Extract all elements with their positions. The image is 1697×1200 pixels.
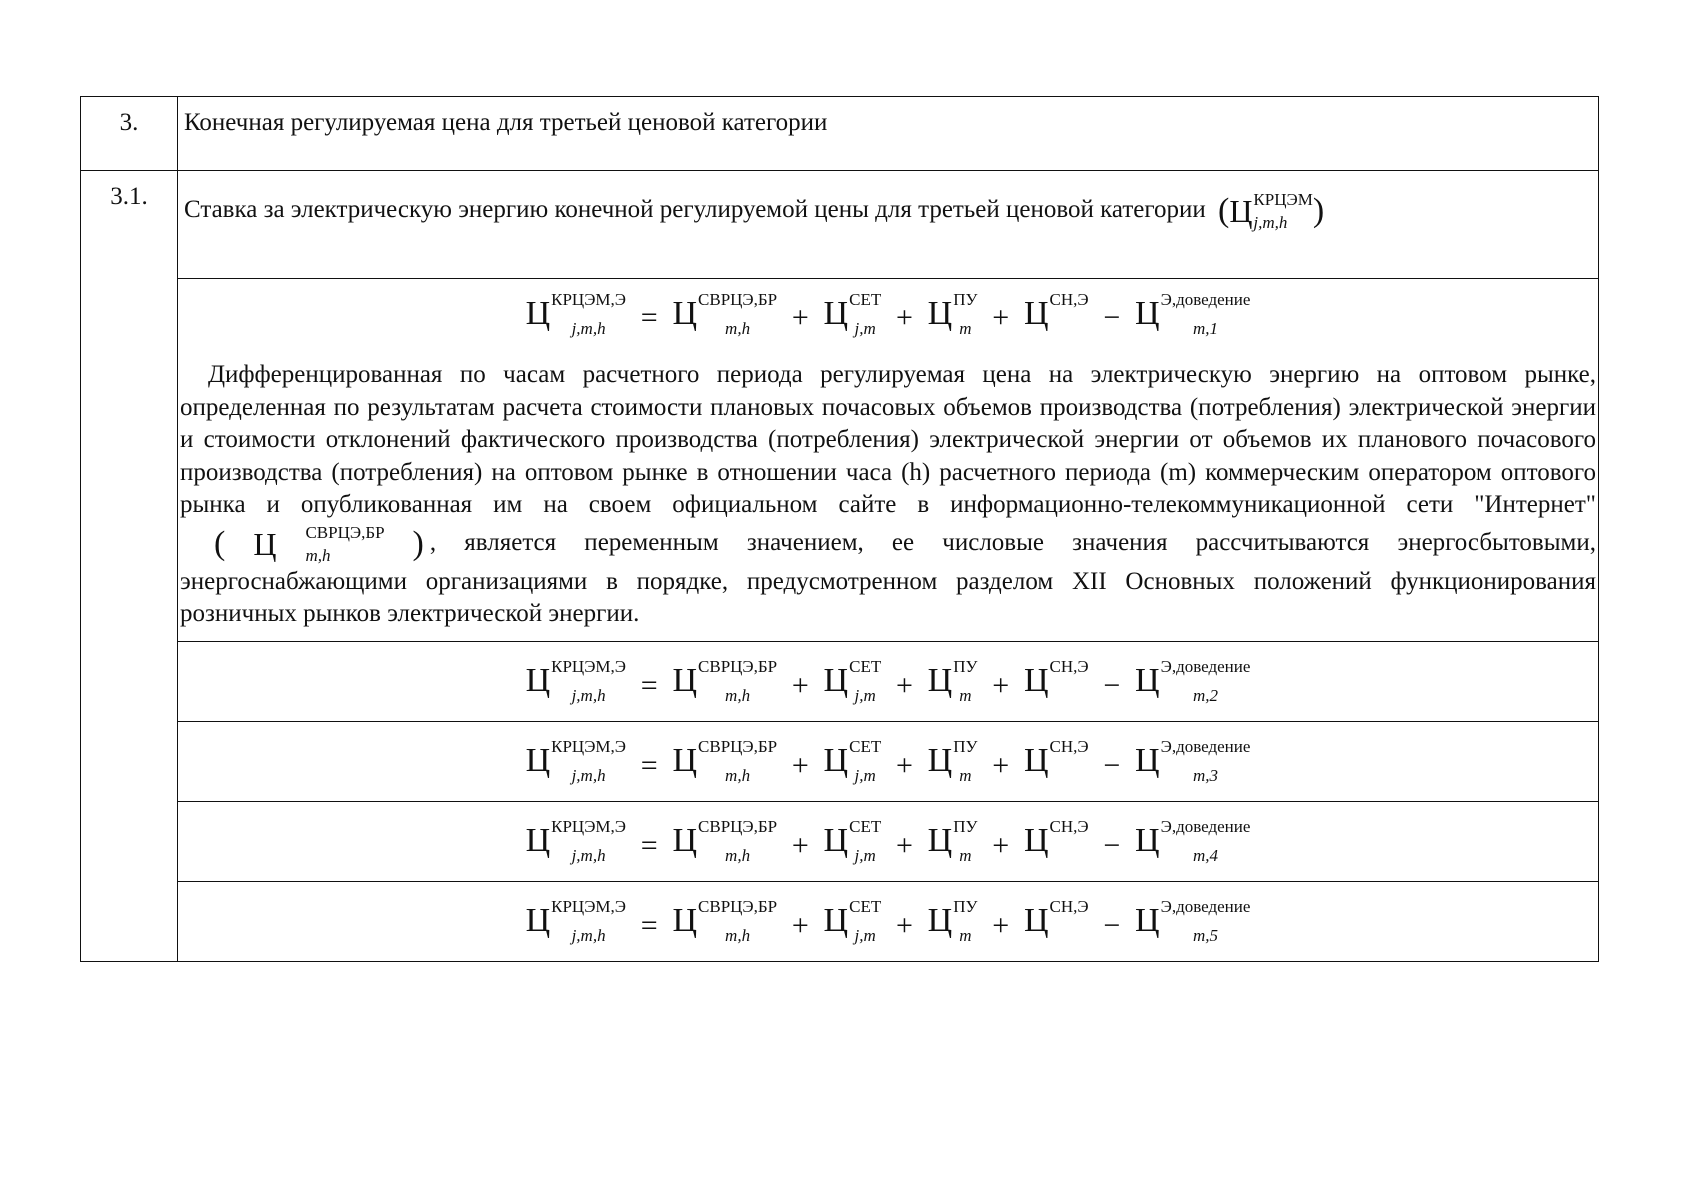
subsection-row: [81, 171, 1599, 279]
formula-3-index: m,3: [1192, 766, 1219, 786]
title-symbol-base: Ц: [1229, 193, 1253, 230]
formula-3: Ц КРЦЭМ,Э j,m,h = Ц СВРЦЭ,БР m,h + Ц СЕТ j,m + Ц ПУ m + Ц СН,Э − Ц Э,доведение m,3: [525, 737, 1251, 786]
formula-cell-2: [178, 641, 1599, 721]
formula-4: Ц КРЦЭМ,Э j,m,h = Ц СВРЦЭ,БР m,h + Ц СЕТ j,m + Ц ПУ m + Ц СН,Э − Ц Э,доведение m,4: [525, 817, 1251, 866]
formula-row-1: [81, 279, 1599, 642]
formula-5-index: m,5: [1192, 926, 1219, 946]
formula-row-3: [81, 721, 1599, 801]
formula-cell-4: [178, 801, 1599, 881]
title-symbol: ( Ц КРЦЭМ j,m,h ): [1217, 190, 1325, 233]
title-symbol-sub: j,m,h: [1253, 213, 1288, 233]
formula-2-index: m,2: [1192, 686, 1219, 706]
section-row: [81, 97, 1599, 171]
paragraph-symbol: ( Ц СВРЦЭ,БР m,h ): [214, 522, 424, 565]
formula-cell-5: [178, 881, 1599, 961]
formula-row-2: [81, 641, 1599, 721]
formula-4-index: m,4: [1192, 846, 1219, 866]
section-title: Конечная регулируемая цена для третьей ценовой категории: [178, 97, 1599, 171]
formula-cell-1: [178, 279, 1599, 642]
formula-1: Ц КРЦЭМ,Э j,m,h = Ц СВРЦЭ,БР m,h + Ц СЕТ j,m + Ц ПУ m + Ц СН,Э − Ц Э,доведение m,1: [525, 290, 1251, 338]
section-number: 3.: [81, 97, 178, 171]
formula-5: Ц КРЦЭМ,Э j,m,h = Ц СВРЦЭ,БР m,h + Ц СЕТ j,m + Ц ПУ m + Ц СН,Э − Ц Э,доведение m,5: [525, 897, 1251, 946]
subsection-title: Ставка за электрическую энергию конечной регулируемой цены для третьей ценовой категории: [184, 195, 1206, 223]
formula-1-index: m,1: [1192, 319, 1219, 338]
subsection-number: 3.1.: [81, 171, 178, 962]
price-table: [80, 96, 1599, 962]
formula-row-5: [81, 881, 1599, 961]
formula-2: Ц КРЦЭМ,Э j,m,h = Ц СВРЦЭ,БР m,h + Ц СЕТ j,m + Ц ПУ m + Ц СН,Э − Ц Э,доведение m,2: [525, 657, 1251, 706]
subsection-title-cell: [178, 171, 1599, 279]
definition-paragraph: Дифференцированная по часам расчетного периода регулируемая цена на электрическую энергию на оптовом рынке, определенная по результатам расчета стоимости плановых почасовых объемов производства (потребления) электрической энергии и стоимости отклонений фактического производства (потребления) электрической энергии от объемов их планового почасового производства (потребления) на оптовом рынке в отношении часа (h) расчетного периода (m) коммерческим оператором оптового рынка и опубликованная им на своем официальном сайте в информационно-телекоммуникационной сети "Интернет" ( Ц СВРЦЭ,БР m,h ) , является переменным значением, ее числовые значения рассчитываются энергосбытовыми, энергоснабжающими организациями в порядке, предусмотренном разделом XII Основных положений функционирования розничных рынков электрической энергии.: [180, 361, 1596, 628]
title-symbol-sup: КРЦЭМ: [1253, 190, 1313, 210]
formula-cell-3: [178, 721, 1599, 801]
formula-row-4: [81, 801, 1599, 881]
